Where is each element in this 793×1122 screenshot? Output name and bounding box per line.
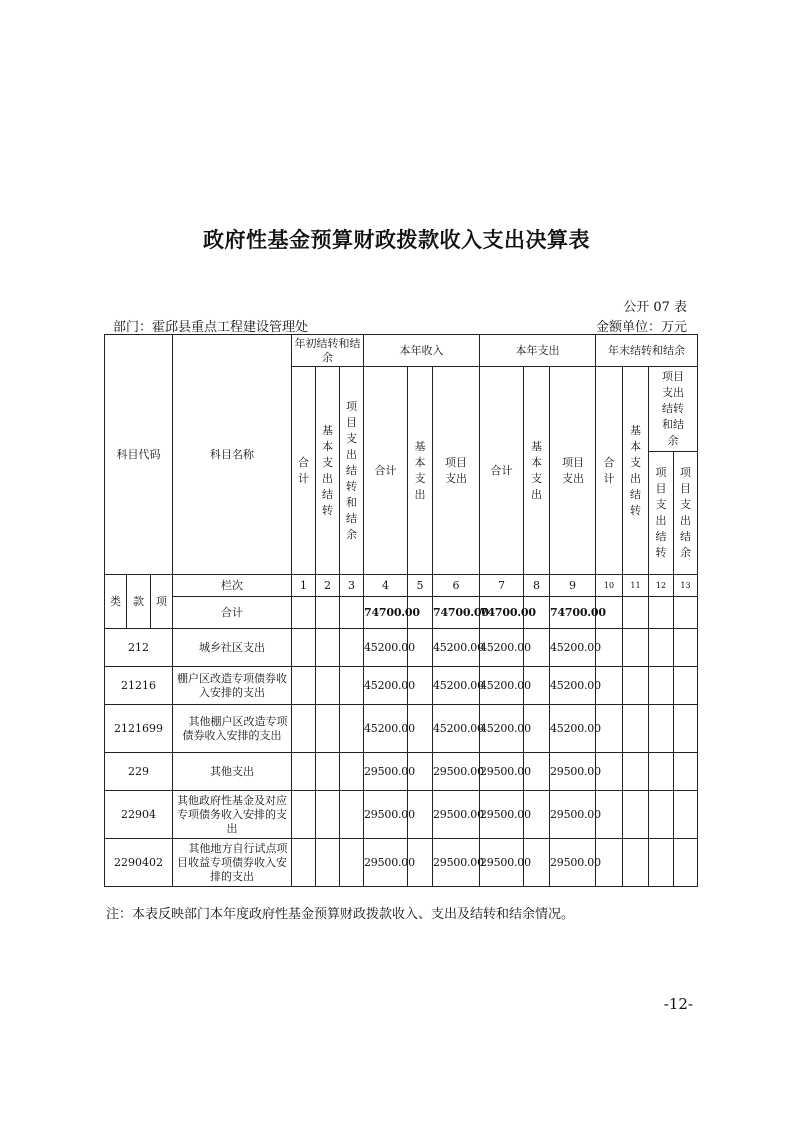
header-subject-name: 科目名称 <box>173 335 292 575</box>
subject-code: 22904 <box>105 791 173 839</box>
header-group-end: 年末结转和结余 <box>596 335 698 367</box>
subject-code: 2290402 <box>105 839 173 887</box>
header-expend-total: 合计 <box>480 367 524 575</box>
table-row <box>105 705 698 753</box>
table-cell <box>623 791 649 839</box>
header-begin-total: 合计 <box>292 367 316 575</box>
header-subject-code: 科目代码 <box>105 335 173 575</box>
table-cell: 74700.00 <box>480 597 524 629</box>
table-cell: 29500.00 <box>433 791 480 839</box>
total-row <box>105 597 698 629</box>
table-cell: 29500.00 <box>550 791 596 839</box>
table-cell <box>649 705 674 753</box>
table-cell <box>316 791 340 839</box>
header-group-expend: 本年支出 <box>480 335 596 367</box>
table-cell <box>623 705 649 753</box>
table-cell <box>674 705 698 753</box>
page-number: -12- <box>663 995 693 1013</box>
form-number: 公开 07 表 <box>623 300 687 315</box>
table-cell: 45200.00 <box>480 705 524 753</box>
index-cell: 7 <box>480 575 524 597</box>
table-cell: 29500.00 <box>364 753 408 791</box>
subject-code: 212 <box>105 629 173 667</box>
table-row <box>105 839 698 887</box>
table-cell <box>292 705 316 753</box>
table-cell: 45200.00 <box>364 629 408 667</box>
table-cell <box>623 839 649 887</box>
header-end-project-group: 项目支出结转和结余 <box>649 367 698 452</box>
subject-name: 其他地方自行试点项目收益专项债券收入安排的支出 <box>173 839 292 887</box>
table-cell <box>674 629 698 667</box>
index-cell: 2 <box>316 575 340 597</box>
table-cell <box>292 753 316 791</box>
table-cell <box>340 629 364 667</box>
table-cell <box>623 629 649 667</box>
index-cell: 10 <box>596 575 623 597</box>
page-title: 政府性基金预算财政拨款收入支出决算表 <box>203 228 590 252</box>
table-cell <box>316 597 340 629</box>
table-cell: 74700.00 <box>364 597 408 629</box>
header-end-project-surplus: 项目支出结余 <box>674 452 698 575</box>
department-label: 部门：霍邱县重点工程建设管理处 <box>113 320 309 335</box>
table-cell: 74700.00 <box>433 597 480 629</box>
header-income-total: 合计 <box>364 367 408 575</box>
table-cell <box>623 667 649 705</box>
table-cell <box>316 753 340 791</box>
subject-name: 城乡社区支出 <box>173 629 292 667</box>
header-lei: 类 <box>105 575 127 629</box>
table-row <box>105 791 698 839</box>
subject-name: 其他棚户区改造专项债券收入安排的支出 <box>173 705 292 753</box>
index-cell: 5 <box>408 575 433 597</box>
table-cell <box>623 597 649 629</box>
table-cell: 29500.00 <box>364 791 408 839</box>
table-note: 注：本表反映部门本年度政府性基金预算财政拨款收入、支出及结转和结余情况。 <box>106 907 575 922</box>
header-income-basic: 基本支出 <box>408 367 433 575</box>
header-begin-project: 项目支出结转和结余 <box>340 367 364 575</box>
subject-code: 2121699 <box>105 705 173 753</box>
header-end-project-carry: 项目支出结转 <box>649 452 674 575</box>
table-cell: 29500.00 <box>550 753 596 791</box>
table-cell <box>674 839 698 887</box>
header-xiang: 项 <box>151 575 173 629</box>
subject-name: 棚户区改造专项债券收入安排的支出 <box>173 667 292 705</box>
table-cell <box>674 753 698 791</box>
table-cell <box>316 667 340 705</box>
table-cell: 45200.00 <box>550 705 596 753</box>
index-cell: 13 <box>674 575 698 597</box>
header-end-total: 合计 <box>596 367 623 575</box>
unit-label: 金额单位：万元 <box>595 320 687 335</box>
table-cell <box>340 839 364 887</box>
table-cell <box>292 791 316 839</box>
table-cell <box>649 839 674 887</box>
table-cell: 29500.00 <box>480 839 524 887</box>
table-cell <box>292 839 316 887</box>
index-cell: 6 <box>433 575 480 597</box>
index-cell: 4 <box>364 575 408 597</box>
header-group-income: 本年收入 <box>364 335 480 367</box>
table-cell <box>649 597 674 629</box>
header-group-begin: 年初结转和结余 <box>292 335 364 367</box>
header-expend-project: 项目支出 <box>550 367 596 575</box>
table-row <box>105 753 698 791</box>
subject-code: 229 <box>105 753 173 791</box>
table-cell: 45200.00 <box>433 629 480 667</box>
table-cell: 29500.00 <box>480 791 524 839</box>
table-cell <box>340 597 364 629</box>
index-row-label: 栏次 <box>173 575 292 597</box>
table-cell <box>674 597 698 629</box>
header-begin-basic: 基本支出结转 <box>316 367 340 575</box>
table-cell <box>623 753 649 791</box>
table-cell: 45200.00 <box>550 667 596 705</box>
table-cell <box>649 667 674 705</box>
table-cell <box>316 839 340 887</box>
subject-code: 21216 <box>105 667 173 705</box>
subject-name: 其他支出 <box>173 753 292 791</box>
table-cell <box>292 597 316 629</box>
table-cell: 45200.00 <box>550 629 596 667</box>
index-cell: 11 <box>623 575 649 597</box>
table-cell <box>649 791 674 839</box>
index-cell: 8 <box>524 575 550 597</box>
header-income-project: 项目支出 <box>433 367 480 575</box>
index-cell: 12 <box>649 575 674 597</box>
table-cell <box>674 791 698 839</box>
table-cell <box>292 629 316 667</box>
table-row <box>105 629 698 667</box>
table-cell <box>649 753 674 791</box>
table-cell: 29500.00 <box>364 839 408 887</box>
index-cell: 3 <box>340 575 364 597</box>
fund-budget-table <box>104 334 698 887</box>
index-cell: 9 <box>550 575 596 597</box>
total-row-label: 合计 <box>173 597 292 629</box>
table-cell: 29500.00 <box>433 839 480 887</box>
table-cell <box>649 629 674 667</box>
table-row <box>105 667 698 705</box>
index-cell: 1 <box>292 575 316 597</box>
header-expend-basic: 基本支出 <box>524 367 550 575</box>
table-cell: 74700.00 <box>550 597 596 629</box>
table-cell: 45200.00 <box>433 705 480 753</box>
table-cell: 29500.00 <box>550 839 596 887</box>
table-cell: 45200.00 <box>480 629 524 667</box>
table-cell <box>340 791 364 839</box>
subject-name: 其他政府性基金及对应专项债务收入安排的支出 <box>173 791 292 839</box>
table-cell: 45200.00 <box>480 667 524 705</box>
table-cell <box>340 667 364 705</box>
table-cell <box>316 629 340 667</box>
table-cell: 45200.00 <box>364 705 408 753</box>
table-cell: 45200.00 <box>433 667 480 705</box>
table-cell: 45200.00 <box>364 667 408 705</box>
header-kuan: 款 <box>127 575 151 629</box>
table-cell <box>340 705 364 753</box>
table-cell: 29500.00 <box>433 753 480 791</box>
table-cell <box>674 667 698 705</box>
table-cell <box>340 753 364 791</box>
header-end-basic: 基本支出结转 <box>623 367 649 575</box>
table-cell: 29500.00 <box>480 753 524 791</box>
table-cell <box>292 667 316 705</box>
table-cell <box>316 705 340 753</box>
